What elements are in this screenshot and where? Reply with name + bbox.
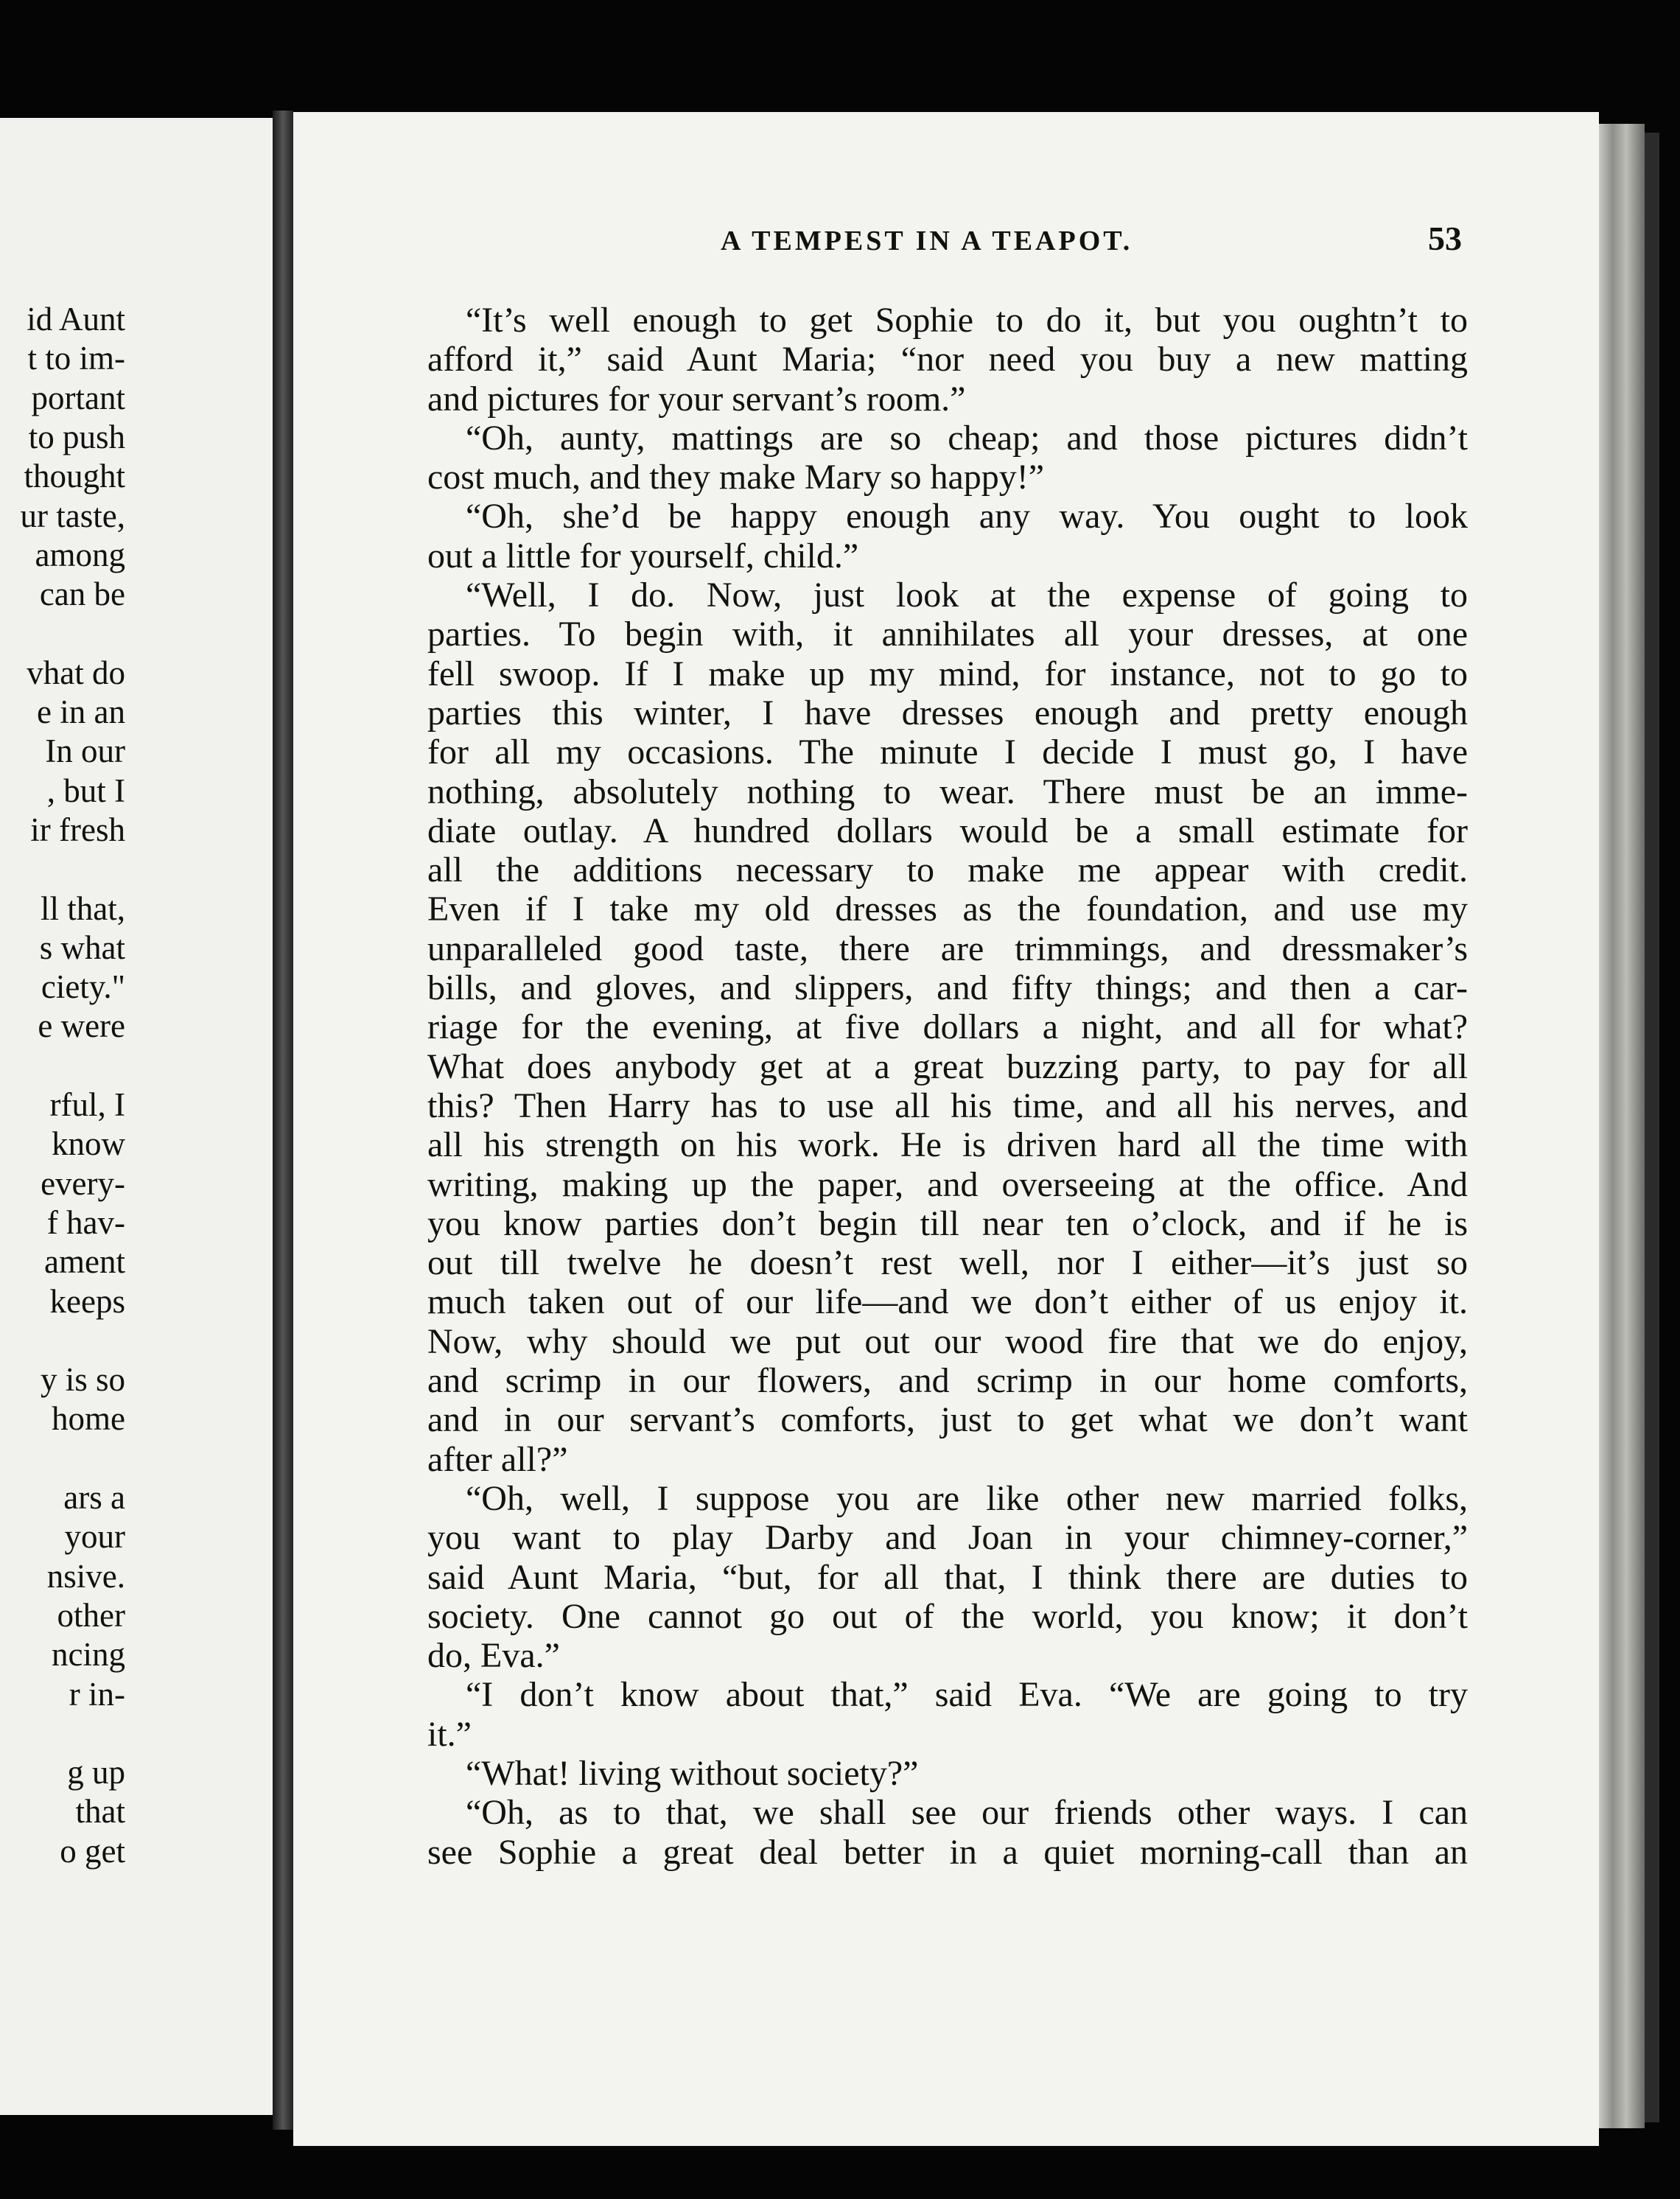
text-line: it.” bbox=[427, 1714, 472, 1754]
text-line: after all?” bbox=[427, 1439, 568, 1479]
text-line: out till twelve he doesn’t rest well, nor I either—it’s just so bbox=[427, 1243, 1468, 1283]
text-line: do, Eva.” bbox=[427, 1636, 560, 1676]
left-page-line-fragment: ament bbox=[44, 1243, 125, 1281]
text-line: this? Then Harry has to use all his time, and all his nerves, and bbox=[427, 1085, 1468, 1125]
left-page-line-fragment: can be bbox=[39, 576, 125, 613]
left-page-line-fragment: vhat do bbox=[27, 654, 125, 691]
right-page bbox=[293, 112, 1599, 2146]
left-page-line-fragment: e in an bbox=[37, 693, 125, 730]
left-page-line-fragment: home bbox=[52, 1400, 125, 1438]
left-page-line-fragment: e were bbox=[38, 1007, 125, 1045]
text-line: you want to play Darby and Joan in your chimney-corner,” bbox=[427, 1518, 1468, 1558]
text-line: see Sophie a great deal better in a quiet morning-call than an bbox=[427, 1832, 1468, 1872]
text-line: parties. To begin with, it annihilates all your dresses, at one bbox=[427, 615, 1468, 654]
text-line: all his strength on his work. He is driven hard all the time with bbox=[427, 1125, 1468, 1165]
page-edges bbox=[1599, 124, 1645, 2128]
text-line: all the additions necessary to make me appear with credit. bbox=[427, 850, 1468, 890]
text-line: “Oh, she’d be happy enough any way. You ought to look bbox=[466, 497, 1468, 536]
text-line: “Oh, well, I suppose you are like other new married folks, bbox=[466, 1478, 1468, 1518]
text-line: “Well, I do. Now, just look at the expense of going to bbox=[466, 576, 1468, 615]
left-page-line-fragment: ll that, bbox=[41, 889, 125, 927]
left-page-line-fragment: ir fresh bbox=[30, 811, 125, 848]
left-page-line-fragment: keeps bbox=[49, 1282, 125, 1320]
left-page-line-fragment: ncing bbox=[52, 1636, 125, 1674]
text-line: Now, why should we put out our wood fire that we do enjoy, bbox=[427, 1321, 1468, 1361]
left-page-line-fragment: o get bbox=[60, 1832, 125, 1870]
running-head: A TEMPEST IN A TEAPOT. bbox=[721, 226, 1133, 256]
text-line: parties this winter, I have dresses enough and pretty enough bbox=[427, 693, 1468, 733]
left-page-line-fragment: y is so bbox=[40, 1361, 125, 1399]
left-page-line-fragment: other bbox=[57, 1596, 125, 1634]
text-line: said Aunt Maria, “but, for all that, I think there are duties to bbox=[427, 1557, 1468, 1597]
left-page-line-fragment: f hav- bbox=[46, 1203, 125, 1241]
text-line: “I don’t know about that,” said Eva. “We are going to try bbox=[466, 1675, 1468, 1715]
left-page-line-fragment: ciety." bbox=[41, 968, 125, 1006]
text-line: you know parties don’t begin till near ten o’clock, and if he is bbox=[427, 1203, 1468, 1243]
text-line: afford it,” said Aunt Maria; “nor need you buy a new matting bbox=[427, 340, 1468, 380]
body-text bbox=[427, 301, 1468, 1872]
text-line: Even if I take my old dresses as the foundation, and use my bbox=[427, 889, 1468, 929]
left-page-line-fragment: g up bbox=[67, 1754, 125, 1791]
left-page-line-fragment: every- bbox=[41, 1164, 125, 1202]
text-line: “What! living without society?” bbox=[466, 1753, 919, 1793]
left-page-line-fragment: In our bbox=[45, 733, 125, 770]
text-line: “Oh, aunty, mattings are so cheap; and those pictures didn’t bbox=[466, 418, 1468, 458]
text-line: nothing, absolutely nothing to wear. There must be an imme- bbox=[427, 772, 1468, 811]
text-line: for all my occasions. The minute I decide I must go, I have bbox=[427, 733, 1468, 772]
text-line: riage for the evening, at five dollars a night, and all for what? bbox=[427, 1007, 1468, 1047]
text-line: unparalleled good taste, there are trimmings, and dressmaker’s bbox=[427, 929, 1468, 968]
cover-edge bbox=[1645, 133, 1659, 2122]
left-page-line-fragment: among bbox=[35, 536, 125, 573]
text-line: “Oh, as to that, we shall see our friends other ways. I can bbox=[466, 1793, 1468, 1833]
left-page-line-fragment: your bbox=[64, 1518, 125, 1556]
text-line: society. One cannot go out of the world, you know; it don’t bbox=[427, 1596, 1468, 1636]
text-line: much taken out of our life—and we don’t either of us enjoy it. bbox=[427, 1282, 1468, 1322]
left-page-line-fragment: rful, I bbox=[49, 1086, 125, 1123]
left-page-line-fragment: s what bbox=[39, 929, 125, 966]
left-page-line-fragment: nsive. bbox=[46, 1557, 125, 1595]
left-page-line-fragment: , but I bbox=[46, 772, 125, 809]
left-page-line-fragment: thought bbox=[24, 458, 125, 495]
text-line: diate outlay. A hundred dollars would be a small estimate for bbox=[427, 811, 1468, 850]
book-gutter bbox=[273, 111, 293, 2130]
left-page-line-fragment: id Aunt bbox=[27, 301, 125, 338]
left-page-line-fragment: ars a bbox=[63, 1479, 125, 1516]
text-line: out a little for yourself, child.” bbox=[427, 536, 859, 576]
text-line: bills, and gloves, and slippers, and fifty things; and then a car- bbox=[427, 968, 1468, 1008]
left-page bbox=[0, 118, 277, 2115]
text-line: and scrimp in our flowers, and scrimp in our home comforts, bbox=[427, 1361, 1468, 1401]
left-page-line-fragment: t to im- bbox=[27, 340, 125, 377]
left-page-line-fragment: portant bbox=[31, 379, 125, 416]
text-line: writing, making up the paper, and overseeing at the office. And bbox=[427, 1164, 1468, 1204]
left-page-line-fragment: r in- bbox=[69, 1675, 125, 1713]
text-line: fell swoop. If I make up my mind, for instance, not to go to bbox=[427, 654, 1468, 693]
text-line: “It’s well enough to get Sophie to do it, but you oughtn’t to bbox=[466, 301, 1468, 340]
text-line: What does anybody get at a great buzzing party, to pay for all bbox=[427, 1046, 1468, 1086]
left-page-line-fragment: know bbox=[52, 1125, 125, 1163]
left-page-line-fragment: to push bbox=[28, 418, 125, 455]
text-line: and pictures for your servant’s room.” bbox=[427, 379, 966, 419]
text-line: and in our servant’s comforts, just to get what we don’t want bbox=[427, 1400, 1468, 1440]
left-page-line-fragment: that bbox=[75, 1793, 125, 1831]
text-line: cost much, and they make Mary so happy!” bbox=[427, 458, 1045, 497]
page-number: 53 bbox=[1428, 220, 1462, 257]
left-page-line-fragment: ur taste, bbox=[20, 497, 125, 534]
